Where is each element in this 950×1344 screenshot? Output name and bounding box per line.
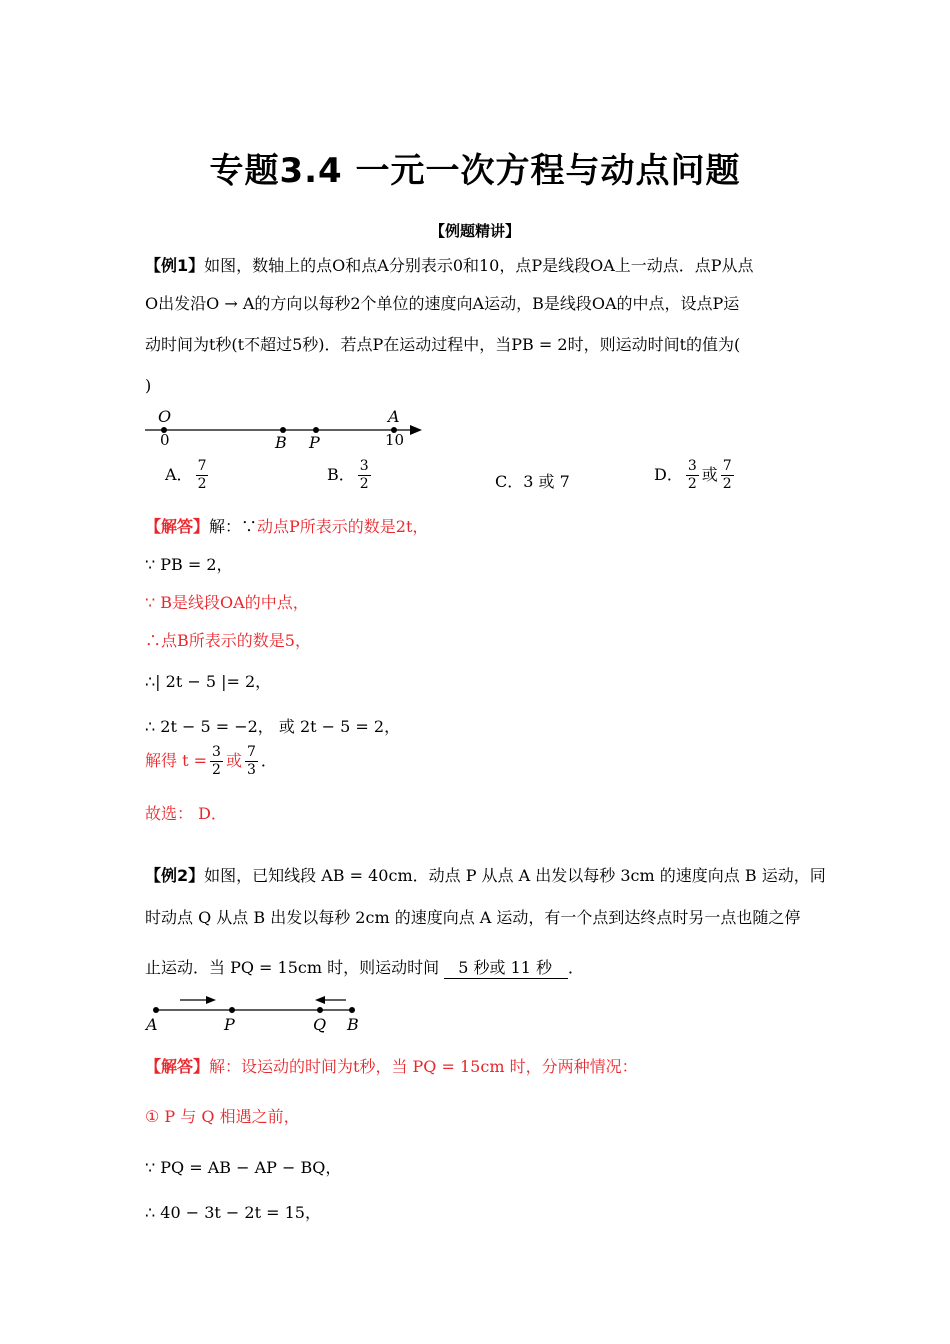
ex2-line3: 止运动．当 PQ = 15cm 时，则运动时间 5 秒或 11 秒 ． bbox=[145, 955, 584, 979]
label-a: A bbox=[146, 1015, 158, 1034]
ex1-sol-tag: 【解答】 bbox=[145, 517, 210, 536]
ex1-line1 bbox=[145, 253, 754, 276]
ex1-sol-line8: 故选： D． bbox=[145, 804, 227, 823]
ex2-tag: 【例2】 bbox=[145, 866, 205, 885]
label-o: O bbox=[158, 407, 172, 426]
segment-figure bbox=[140, 990, 370, 1040]
ex2-sol-line4: ∴ 40 − 3t − 2t = 15， bbox=[145, 1203, 321, 1222]
ex1-line4: ) bbox=[145, 376, 152, 395]
ex1-line3: 动时间为t秒(t不超过5秒)．若点P在运动过程中，当PB = 2时，则运动时间t的值为( bbox=[145, 335, 741, 354]
answer-blank: 5 秒或 11 秒 bbox=[444, 955, 568, 979]
option-c: C．3 或 7 bbox=[495, 472, 570, 491]
point-p-dot bbox=[229, 1007, 235, 1013]
option-b: B． $\frac{3}{2}$ bbox=[327, 458, 369, 492]
point-b-dot bbox=[349, 1007, 355, 1013]
ex2-sol-line2: ① P 与 Q 相遇之前， bbox=[145, 1107, 300, 1126]
arrow-head-icon bbox=[410, 425, 422, 435]
ex1-sol-line2: ∵ PB = 2， bbox=[145, 555, 233, 574]
label-p: P bbox=[224, 1015, 235, 1034]
ex2-line1: 【例2】如图，已知线段 AB = 40cm．动点 P 从点 A 出发以每秒 3cm 的速度向点 B 运动，同 bbox=[145, 866, 826, 885]
label-a: A bbox=[388, 407, 400, 426]
ex2-sol-line3: ∵ PQ = AB − AP − BQ， bbox=[145, 1158, 342, 1177]
ex1-text1: 如图，数轴上的点O和点A分别表示0和10，点P是线段OA上一动点．点P从点 bbox=[204, 256, 754, 275]
ex1-sol-line1: 【解答】解：∵动点P所表示的数是2t， bbox=[145, 517, 429, 536]
ex1-sol-line7: 解得 t = $\frac{3}{2}$ 或 $\frac{7}{3}$ ． bbox=[145, 744, 277, 778]
ex1-sol-line5: ∴| 2t − 5 |= 2， bbox=[145, 672, 272, 691]
label-b: B bbox=[275, 433, 287, 452]
ex1-sol-line6: ∴ 2t − 5 = −2， 或 2t − 5 = 2， bbox=[145, 717, 401, 736]
ex1-sol-line3: ∵ B是线段OA的中点， bbox=[145, 593, 309, 612]
ex1-sol-line4: ∴点B所表示的数是5， bbox=[145, 631, 311, 650]
point-a-dot bbox=[153, 1007, 159, 1013]
label-p: P bbox=[309, 433, 320, 452]
label-q: Q bbox=[313, 1015, 327, 1034]
ex1-tag: 【例1】 bbox=[145, 256, 205, 275]
option-d: D． $\frac{3}{2}$ 或 $\frac{7}{2}$ bbox=[654, 458, 732, 492]
number-line-figure bbox=[140, 405, 440, 455]
label-b: B bbox=[347, 1015, 359, 1034]
ex2-line2: 时动点 Q 从点 B 出发以每秒 2cm 的速度向点 A 运动，有一个点到达终点时另一点也随之停 bbox=[145, 908, 801, 927]
ex2-sol-line1: 【解答】解：设运动的时间为t秒，当 PQ = 15cm 时，分两种情况： bbox=[145, 1057, 638, 1076]
label-zero: 0 bbox=[160, 431, 170, 449]
page-title: 专题3.4 一元一次方程与动点问题 bbox=[209, 151, 741, 191]
ex1-line2: O出发沿O → A的方向以每秒2个单位的速度向A运动，B是线段OA的中点，设点P运 bbox=[145, 294, 740, 313]
ex2-sol-tag: 【解答】 bbox=[145, 1057, 210, 1076]
point-q-dot bbox=[317, 1007, 323, 1013]
section-heading: 【例题精讲】 bbox=[429, 222, 520, 240]
option-a: A． $\frac{7}{2}$ bbox=[165, 458, 207, 492]
label-ten: 10 bbox=[385, 431, 405, 449]
